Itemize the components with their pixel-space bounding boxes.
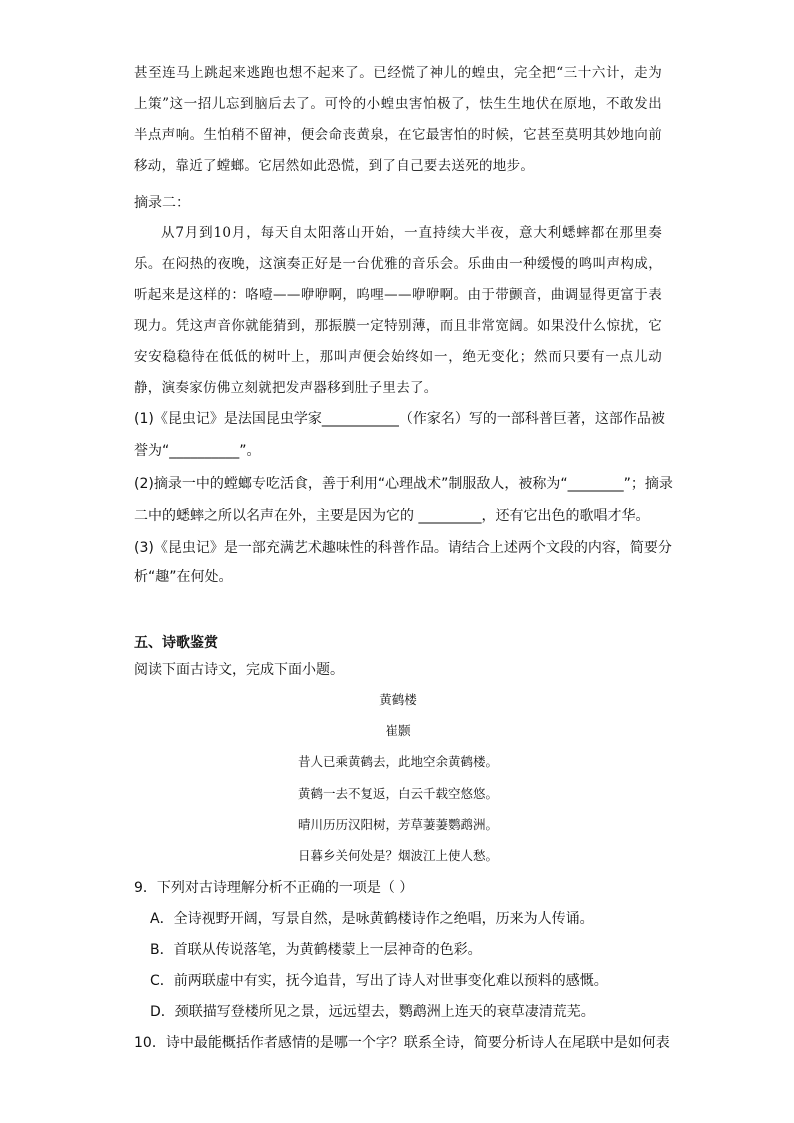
question-3-line-2: 析“趣”在何处。: [134, 569, 233, 585]
poem-author: 崔颢: [385, 723, 411, 738]
poem-title: 黄鹤楼: [379, 692, 417, 707]
question-1-line-1: (1)《昆虫记》是法国昆虫学家___________（作家名）写的一部科普巨著，这部作品被: [134, 411, 665, 427]
excerpt-two-paragraph: 从7月到10月，每天自太阳落山开始，一直持续大半夜，意大利蟋蟀都在那里奏乐。在闷热的夜晚，这演奏正好是一台优雅的音乐会。乐曲由一种缓慢的鸣叫声构成，听起来是这样的：咯噎——咿咿啊，呜哩——咿咿啊。由于带颤音，曲调显得更富于表现力。凭这声音你就能猜到，那振膜一定特别薄，而且非常宽阔。如果没什么惊扰，它安安稳稳待在低低的树叶上，那叫声便会始终如一，绝无变化；然而只要有一点儿动静，演奏家仿佛立刻就把发声器移到肚子里去了。: [134, 225, 662, 396]
poem-line-3: 晴川历历汉阳树，芳草萋萋鹦鹉洲。: [297, 817, 498, 832]
section-five-heading: 五、诗歌鉴赏: [134, 635, 218, 651]
excerpt-two-label: 摘录二：: [134, 195, 190, 211]
excerpt-one-paragraph: 甚至连马上跳起来逃跑也想不起来了。已经慌了神儿的蝗虫，完全把“三十六计，走为上策”这一招儿忘到脑后去了。可怜的小蝗虫害怕极了，怯生生地伏在原地，不敢发出半点声响。生怕稍不留神，便会命丧黄泉，在它最害怕的时候，它甚至莫明其妙地向前移动，靠近了螳螂。它居然如此恐慌，到了自己要去送死的地步。: [134, 65, 662, 174]
question-2-line-2: 二中的蟋蟀之所以名声在外，主要是因为它的 _________，还有它出色的歌唱才华。: [134, 508, 650, 524]
question-9-option-c: C．前两联虚中有实，抚今追昔，写出了诗人对世事变化难以预料的感慨。: [150, 973, 608, 989]
poem-line-2: 黄鹤一去不复返，白云千载空悠悠。: [297, 786, 498, 801]
question-9-stem: 9．下列对古诗理解分析不正确的一项是（ ）: [134, 880, 414, 896]
question-1-line-2: 誉为“__________”。: [134, 443, 261, 459]
poem-line-4: 日暮乡关何处是？烟波江上使人愁。: [297, 848, 498, 863]
poem-line-1: 昔人已乘黄鹤去，此地空余黄鹤楼。: [297, 754, 498, 769]
question-10-stem: 10．诗中最能概括作者感情的是哪一个字？联系全诗，简要分析诗人在尾联中是如何表: [134, 1035, 670, 1051]
question-2-line-1: (2)摘录一中的螳螂专吃活食，善于利用“心理战术”制服敌人，被称为“________”；摘录: [134, 476, 673, 492]
question-3-line-1: (3)《昆虫记》是一部充满艺术趣味性的科普作品。请结合上述两个文段的内容，简要分: [134, 540, 672, 556]
question-9-option-b: B．首联从传说落笔，为黄鹤楼蒙上一层神奇的色彩。: [150, 942, 482, 958]
question-9-option-d: D．颈联描写登楼所见之景，远远望去，鹦鹉洲上连天的衰草凄清荒芜。: [150, 1004, 595, 1020]
section-five-instruction: 阅读下面古诗文，完成下面小题。: [134, 662, 344, 678]
question-9-option-a: A．全诗视野开阔，写景自然，是咏黄鹤楼诗作之绝唱，历来为人传诵。: [150, 911, 594, 927]
